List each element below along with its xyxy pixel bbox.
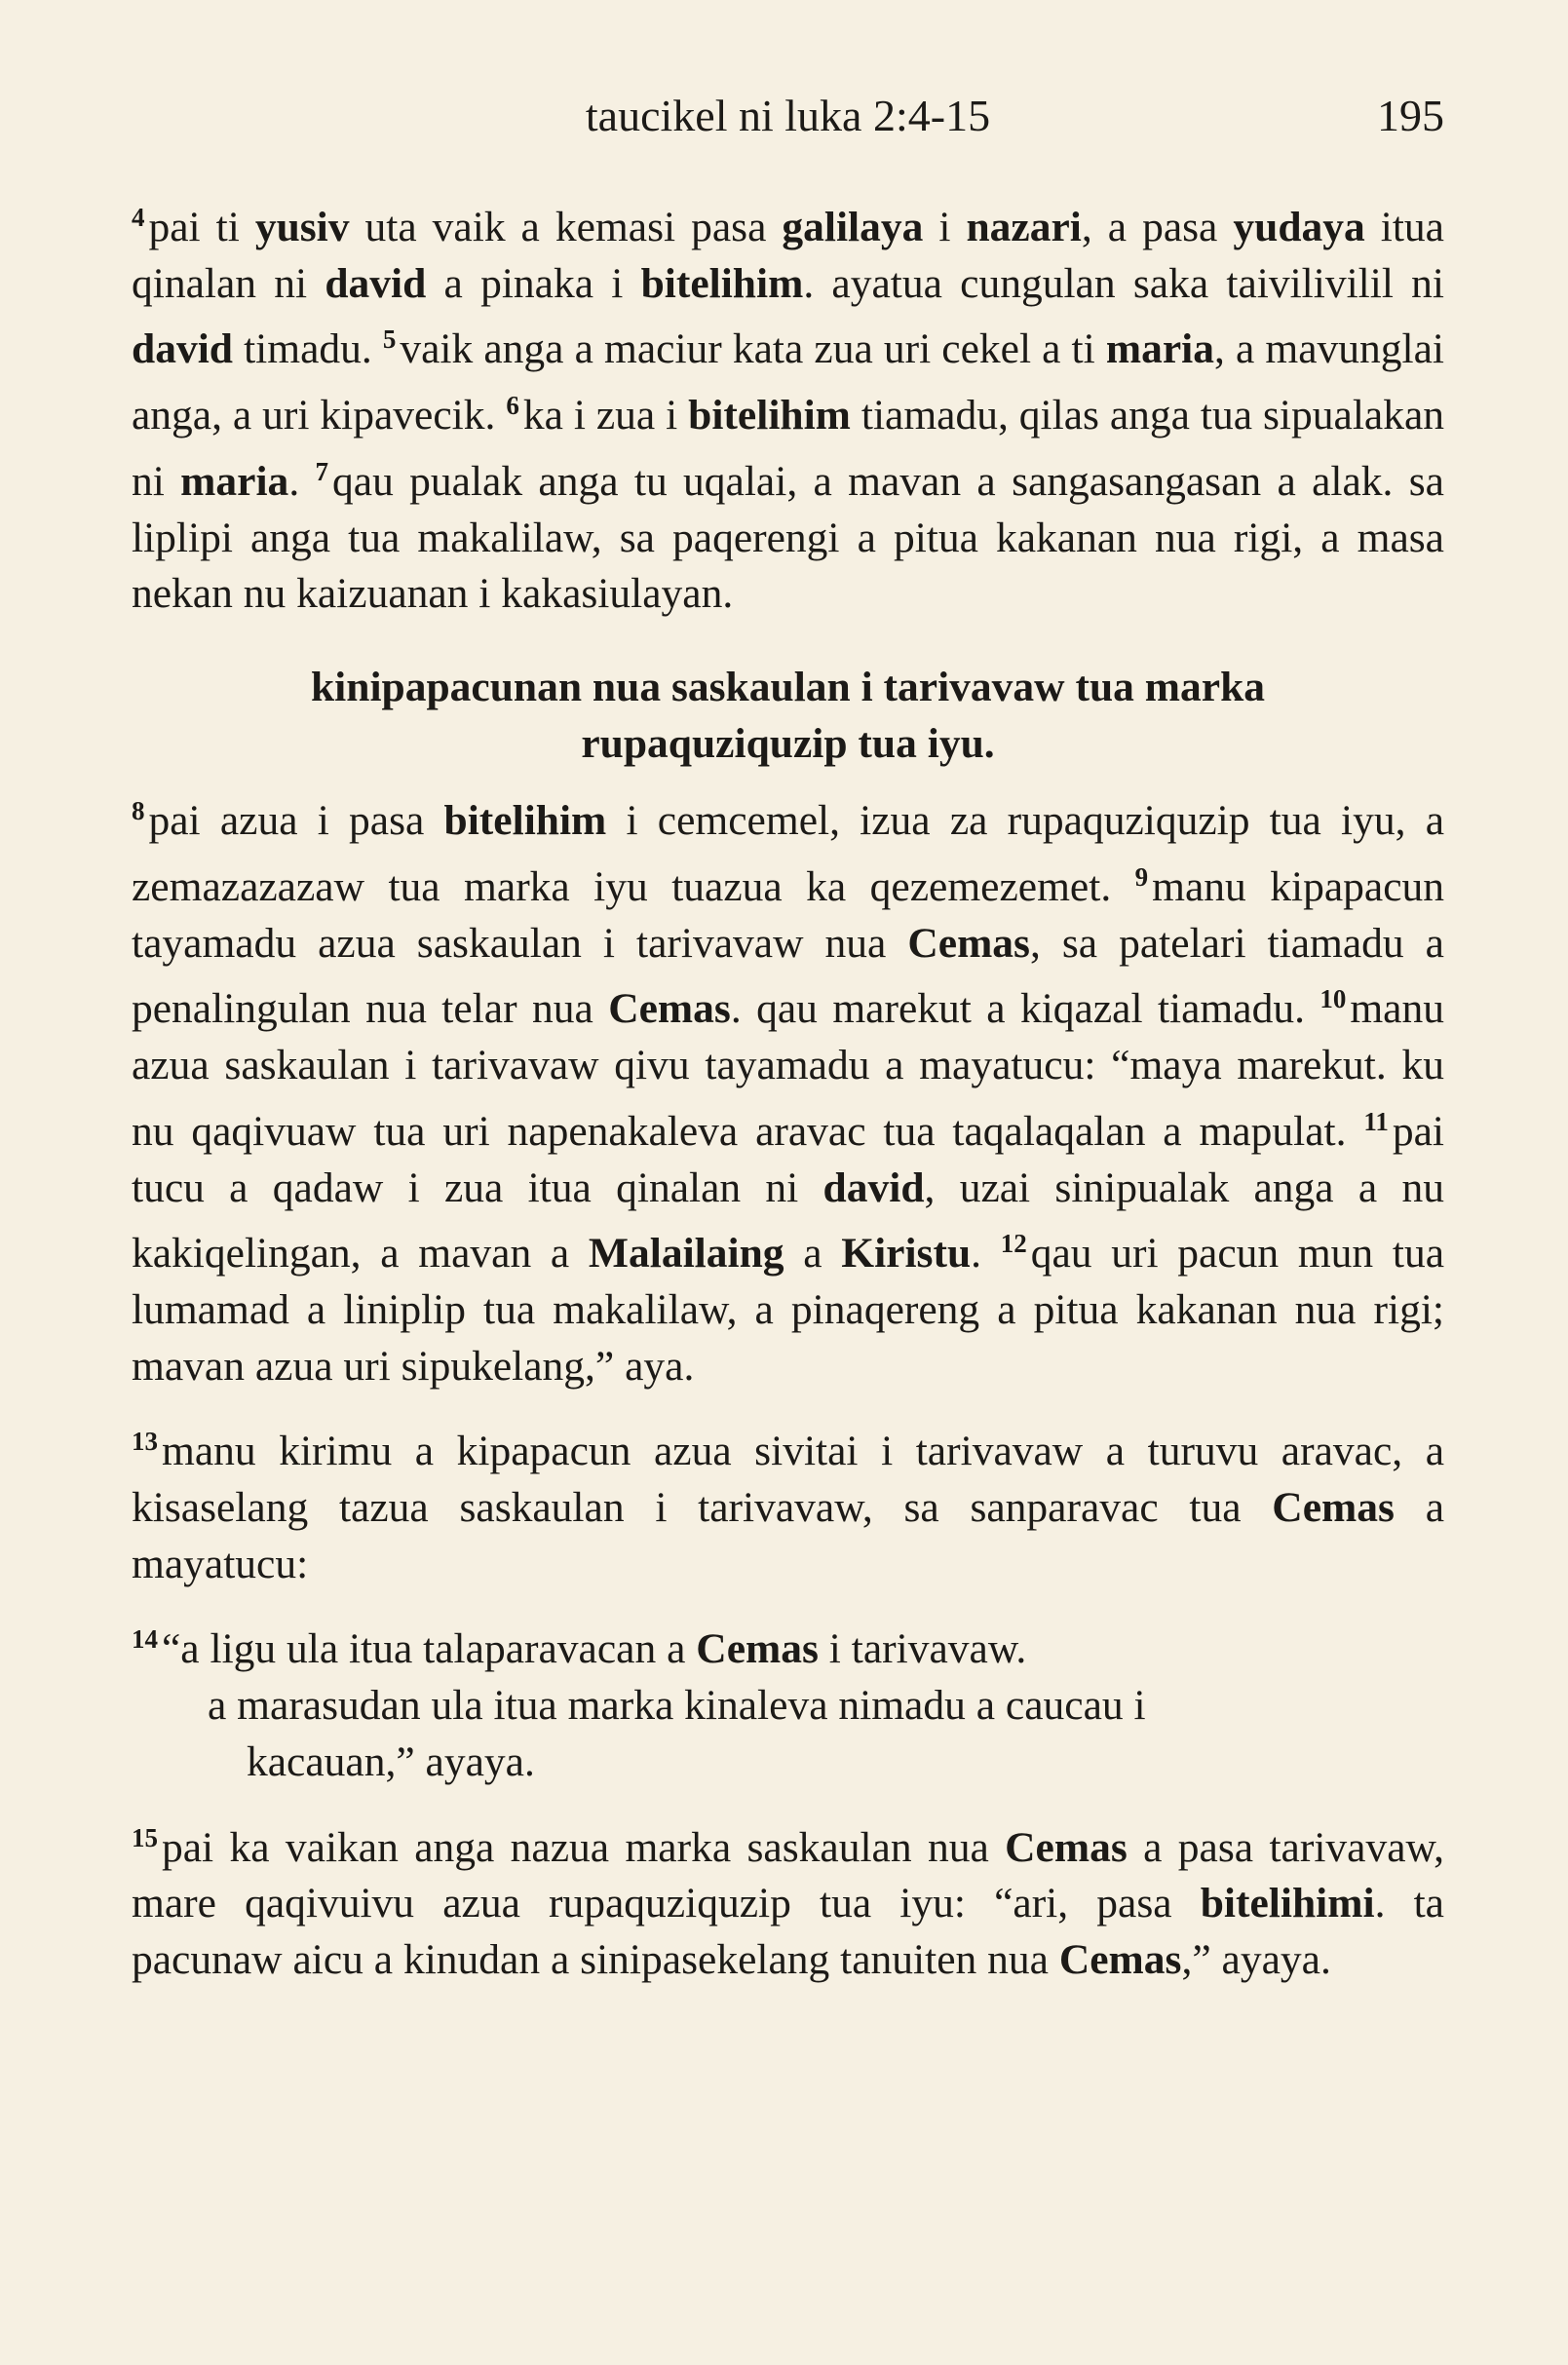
text-run: , uzai sinipualak anga a nu kakiqelingan, a mavan a [132,1163,1444,1278]
poetry-verse-14 [132,1612,1444,1790]
name-david: david [132,325,233,373]
text-run: . [971,1230,1001,1278]
text-run: pai ti [148,204,255,250]
text-run: “a ligu ula itua talaparavacan a [162,1625,697,1673]
name-bitelihimi: bitelihimi [1200,1880,1375,1927]
name-cemas: Cemas [1272,1484,1395,1532]
verse-number: 14 [132,1624,158,1655]
verse-number: 10 [1319,984,1347,1014]
verse-number: 13 [132,1427,158,1457]
text-run: . ta pacunaw aicu a kinudan a sinipasekelang tanuiten nua [132,1880,1444,1983]
name-yusiv: yusiv [254,204,350,250]
verse-number: 8 [132,796,145,826]
text-run: ka i zua i [522,392,689,439]
section-heading-line: rupaquziquzip tua iyu. [581,719,995,767]
text-run: a pasa tarivavaw, mare qaqivuivu azua rupaquziquzip tua iyu: “ari, pasa [132,1823,1444,1927]
verse-number: 12 [1000,1229,1027,1259]
name-yudaya: yudaya [1233,204,1365,250]
text-run: a mayatucu: [132,1484,1444,1587]
name-david: david [325,259,427,307]
text-run: timadu. [232,325,383,373]
poetry-line [132,1612,1444,1678]
name-galilaya: galilaya [782,204,924,250]
name-kiristu: Kiristu [841,1230,972,1278]
name-maria: maria [180,457,289,505]
text-run: i [923,204,967,250]
verse-number: 11 [1363,1106,1389,1136]
text-run: . qau marekut a kiqazal tiamadu. [730,985,1320,1033]
name-malailaing: Malailaing [588,1230,784,1278]
name-cemas: Cemas [608,985,731,1033]
name-cemas: Cemas [696,1625,819,1673]
text-run: itua qinalan ni [132,204,1444,307]
name-bitelihim: bitelihim [443,797,607,845]
text-run: qau uri pacun mun tua lumamad a liniplip tua makalilaw, a pinaqereng a pitua kakanan nua rigi; mavan azua uri sipukelang,” aya. [132,1230,1445,1390]
text-run: . ayatua cungulan saka taivilivilil ni [803,259,1444,307]
text-run: ,” ayaya. [1181,1935,1331,1983]
section-heading [132,660,1444,772]
verse-number: 6 [506,391,519,421]
text-run: . [288,457,316,505]
text-run: , a mavunglai anga, a uri kipavecik. [132,325,1444,439]
text-run: i cemcemel, izua za rupaquziquzip tua iyu, a zemazazazaw tua marka iyu tuazua ka qezemezemet. [132,797,1445,911]
text-run: a [784,1230,842,1278]
verse-number: 7 [315,456,329,486]
name-cemas: Cemas [1005,1823,1128,1871]
text-run: manu kipapacun tayamadu azua saskaulan i tarivavaw nua [132,863,1445,967]
verse-number: 4 [132,203,145,232]
text-run: manu kirimu a kipapacun azua sivitai i tarivavaw a turuvu aravac, a kisaselang tazua saskaulan i tarivavaw, sa sanparavac tua [132,1428,1444,1532]
name-cemas: Cemas [907,919,1030,967]
text-run: uta vaik a kemasi pasa [349,204,783,250]
running-title: taucikel ni luka 2:4-15 [585,91,991,140]
verse-number: 9 [1134,862,1149,893]
name-bitelihim: bitelihim [640,259,804,307]
text-run: tiamadu, qilas anga tua sipualakan ni [132,392,1445,505]
text-run: a pinaka i [426,259,641,307]
text-run: pai azua i pasa [148,797,444,845]
paragraph-verses-4-7 [132,190,1444,623]
text-run: vaik anga a maciur kata zua uri cekel a ti [400,325,1106,373]
poetry-line: kacauan,” ayaya. [247,1737,535,1785]
name-bitelihim: bitelihim [688,392,851,439]
paragraph-verses-8-12 [132,783,1444,1394]
name-cemas: Cemas [1058,1935,1182,1983]
text-run: , sa patelari tiamadu a penalingulan nua telar nua [132,919,1444,1033]
verse-number: 15 [132,1822,158,1852]
text-run: qau pualak anga tu uqalai, a mavan a sangasangasan a alak. sa liplipi anga tua makalilaw, sa paqerengi a pitua kakanan nua rigi, a masa nekan nu kaizuanan i kakasiulayan. [132,457,1444,618]
text-body [132,190,1444,1989]
text-run: i tarivavaw. [818,1625,1027,1673]
text-run: , a pasa [1081,204,1234,250]
verse-number: 5 [382,324,397,355]
paragraph-verse-15 [132,1811,1444,1989]
text-run: manu azua saskaulan i tarivavaw qivu tayamadu a mayatucu: “maya marekut. ku nu qaqivuaw tua uri napenakaleva aravac tua taqalaqalan a mapulat. [132,985,1444,1155]
section-heading-line: kinipapacunan nua saskaulan i tarivavaw tua marka [310,663,1266,710]
poetry-line: a marasudan ula itua marka kinaleva nimadu a caucau i [208,1682,1146,1730]
name-nazari: nazari [966,204,1082,250]
text-run: pai ka vaikan anga nazua marka saskaulan nua [162,1823,1006,1871]
text-run: pai tucu a qadaw i zua itua qinalan ni [132,1107,1444,1211]
paragraph-verse-13 [132,1414,1444,1592]
name-maria: maria [1105,325,1214,373]
running-header [132,90,1444,158]
page-number: 195 [1377,91,1444,140]
name-david: david [822,1163,925,1211]
